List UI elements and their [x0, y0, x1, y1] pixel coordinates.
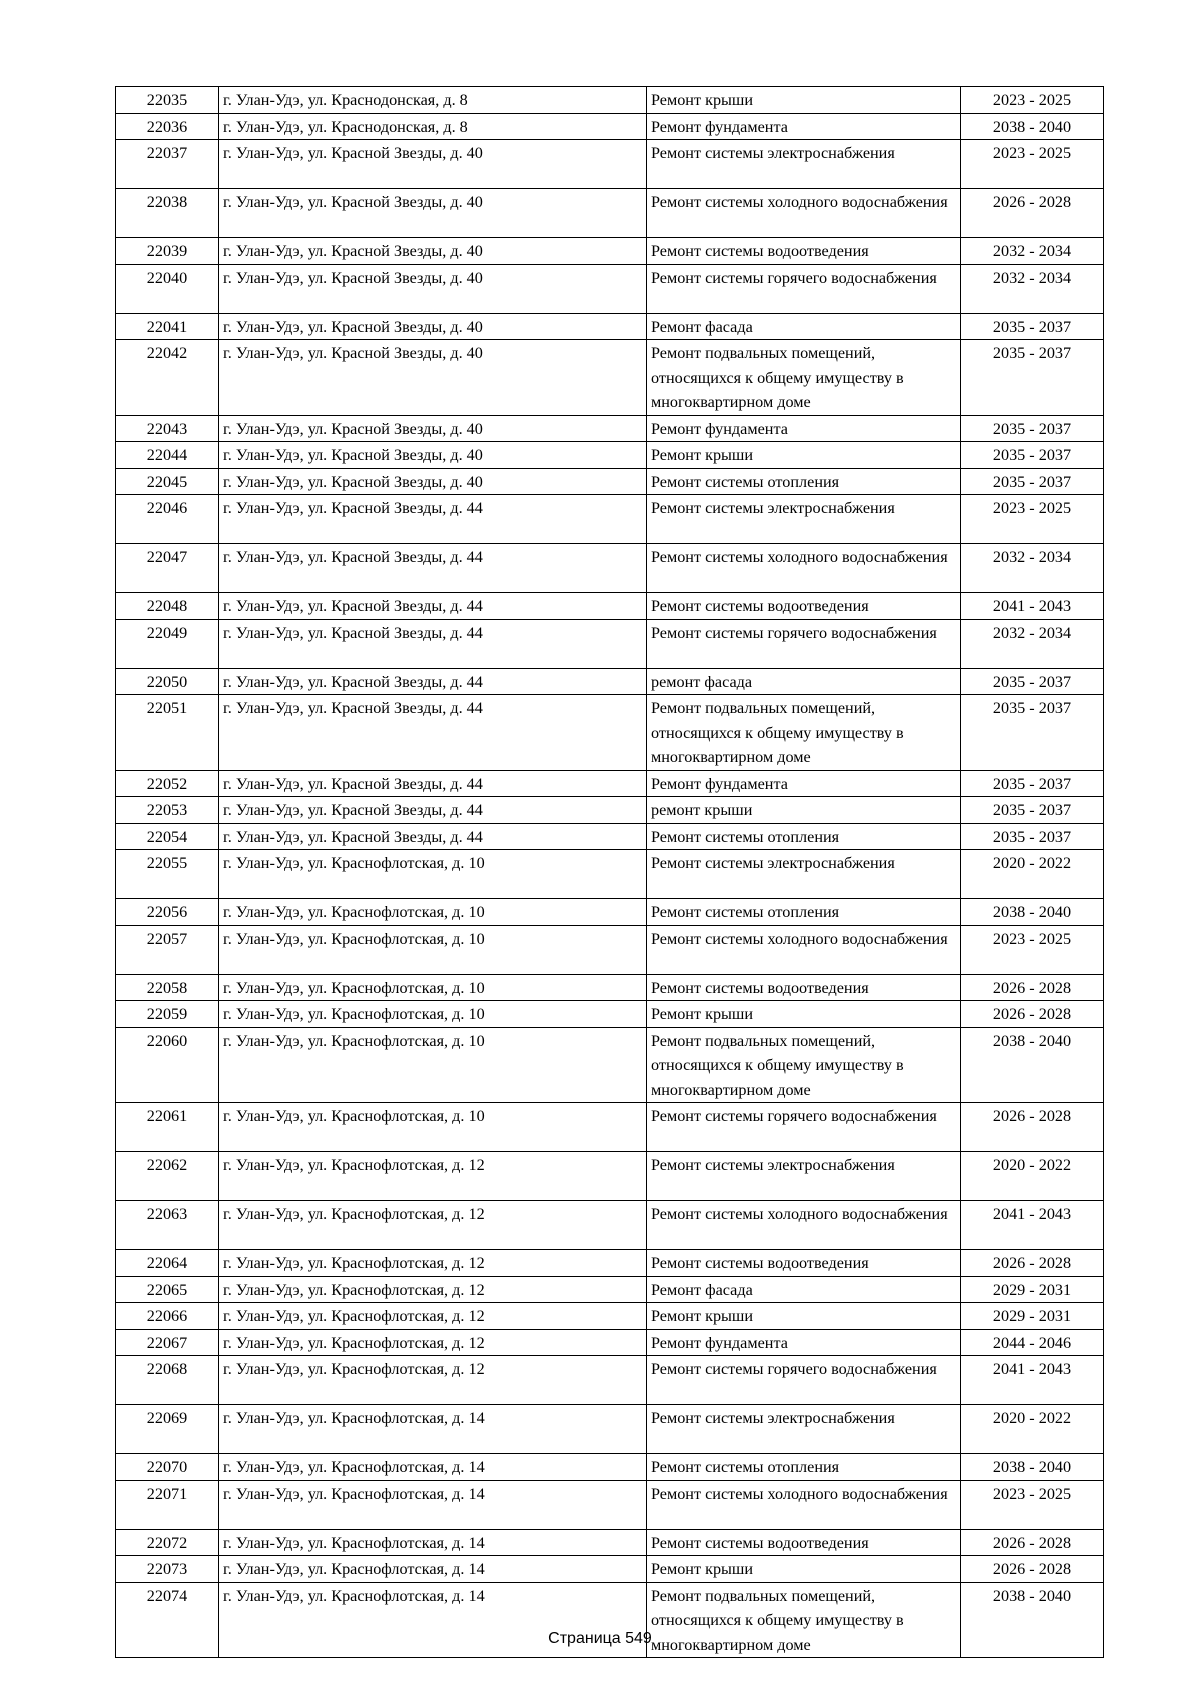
address-cell: г. Улан-Удэ, ул. Краснодонская, д. 8: [219, 87, 647, 114]
work-type-cell: Ремонт системы водоотведения: [647, 974, 961, 1001]
row-number: 22054: [116, 823, 219, 850]
row-number: 22058: [116, 974, 219, 1001]
period-cell: 2035 - 2037: [961, 695, 1104, 771]
address-cell: г. Улан-Удэ, ул. Краснофлотская, д. 12: [219, 1303, 647, 1330]
period-cell: 2035 - 2037: [961, 442, 1104, 469]
period-cell: 2035 - 2037: [961, 797, 1104, 824]
table-row: [116, 1001, 1104, 1028]
work-type-cell: Ремонт системы горячего водоснабжения: [647, 619, 961, 668]
work-type-cell: ремонт крыши: [647, 797, 961, 824]
row-number: 22047: [116, 544, 219, 593]
address-cell: г. Улан-Удэ, ул. Красной Звезды, д. 44: [219, 668, 647, 695]
row-number: 22053: [116, 797, 219, 824]
table-row: [116, 1276, 1104, 1303]
period-cell: 2032 - 2034: [961, 619, 1104, 668]
work-type-cell: ремонт фасада: [647, 668, 961, 695]
work-type-cell: Ремонт подвальных помещений, относящихся к общему имуществу в многоквартирном доме: [647, 1582, 961, 1658]
row-number: 22049: [116, 619, 219, 668]
row-number: 22051: [116, 695, 219, 771]
row-number: 22037: [116, 140, 219, 189]
address-cell: г. Улан-Удэ, ул. Краснофлотская, д. 12: [219, 1329, 647, 1356]
table-row: [116, 1356, 1104, 1405]
work-type-cell: Ремонт фундамента: [647, 415, 961, 442]
period-cell: 2026 - 2028: [961, 974, 1104, 1001]
work-type-cell: Ремонт системы отопления: [647, 468, 961, 495]
address-cell: г. Улан-Удэ, ул. Краснодонская, д. 8: [219, 113, 647, 140]
period-cell: 2035 - 2037: [961, 468, 1104, 495]
address-cell: г. Улан-Удэ, ул. Красной Звезды, д. 40: [219, 442, 647, 469]
table-row: [116, 1303, 1104, 1330]
work-type-cell: Ремонт крыши: [647, 1556, 961, 1583]
period-cell: 2023 - 2025: [961, 140, 1104, 189]
work-type-cell: Ремонт системы электроснабжения: [647, 1405, 961, 1454]
period-cell: 2023 - 2025: [961, 87, 1104, 114]
address-cell: г. Улан-Удэ, ул. Красной Звезды, д. 40: [219, 313, 647, 340]
work-type-cell: Ремонт крыши: [647, 1303, 961, 1330]
table-row: [116, 442, 1104, 469]
period-cell: 2023 - 2025: [961, 495, 1104, 544]
row-number: 22038: [116, 189, 219, 238]
period-cell: 2038 - 2040: [961, 899, 1104, 926]
row-number: 22041: [116, 313, 219, 340]
period-cell: 2032 - 2034: [961, 544, 1104, 593]
row-number: 22069: [116, 1405, 219, 1454]
row-number: 22073: [116, 1556, 219, 1583]
table-row: [116, 544, 1104, 593]
period-cell: 2038 - 2040: [961, 1454, 1104, 1481]
row-number: 22067: [116, 1329, 219, 1356]
address-cell: г. Улан-Удэ, ул. Красной Звезды, д. 44: [219, 695, 647, 771]
table-row: [116, 823, 1104, 850]
period-cell: 2038 - 2040: [961, 1027, 1104, 1103]
table-body: [116, 87, 1104, 1658]
address-cell: г. Улан-Удэ, ул. Краснофлотская, д. 10: [219, 850, 647, 899]
work-type-cell: Ремонт системы водоотведения: [647, 238, 961, 265]
work-type-cell: Ремонт системы холодного водоснабжения: [647, 1480, 961, 1529]
work-type-cell: Ремонт подвальных помещений, относящихся к общему имуществу в многоквартирном доме: [647, 340, 961, 416]
address-cell: г. Улан-Удэ, ул. Краснофлотская, д. 14: [219, 1405, 647, 1454]
address-cell: г. Улан-Удэ, ул. Краснофлотская, д. 12: [219, 1152, 647, 1201]
address-cell: г. Улан-Удэ, ул. Красной Звезды, д. 44: [219, 770, 647, 797]
row-number: 22057: [116, 925, 219, 974]
work-type-cell: Ремонт системы холодного водоснабжения: [647, 189, 961, 238]
row-number: 22045: [116, 468, 219, 495]
table-row: [116, 593, 1104, 620]
row-number: 22048: [116, 593, 219, 620]
work-type-cell: Ремонт фундамента: [647, 770, 961, 797]
table-row: [116, 1529, 1104, 1556]
address-cell: г. Улан-Удэ, ул. Краснофлотская, д. 14: [219, 1454, 647, 1481]
table-row: [116, 850, 1104, 899]
table-row: [116, 495, 1104, 544]
work-type-cell: Ремонт фасада: [647, 1276, 961, 1303]
table-row: [116, 1103, 1104, 1152]
period-cell: 2035 - 2037: [961, 415, 1104, 442]
work-type-cell: Ремонт системы электроснабжения: [647, 1152, 961, 1201]
table-row: [116, 313, 1104, 340]
work-type-cell: Ремонт системы электроснабжения: [647, 140, 961, 189]
address-cell: г. Улан-Удэ, ул. Красной Звезды, д. 40: [219, 468, 647, 495]
table-row: [116, 1250, 1104, 1277]
table-row: [116, 1556, 1104, 1583]
row-number: 22055: [116, 850, 219, 899]
row-number: 22050: [116, 668, 219, 695]
address-cell: г. Улан-Удэ, ул. Краснофлотская, д. 10: [219, 1001, 647, 1028]
table-row: [116, 415, 1104, 442]
row-number: 22052: [116, 770, 219, 797]
period-cell: 2032 - 2034: [961, 264, 1104, 313]
row-number: 22046: [116, 495, 219, 544]
table-row: [116, 925, 1104, 974]
work-type-cell: Ремонт крыши: [647, 1001, 961, 1028]
row-number: 22063: [116, 1201, 219, 1250]
work-type-cell: Ремонт фундамента: [647, 1329, 961, 1356]
table-row: [116, 113, 1104, 140]
work-type-cell: Ремонт системы горячего водоснабжения: [647, 1356, 961, 1405]
period-cell: 2035 - 2037: [961, 770, 1104, 797]
period-cell: 2035 - 2037: [961, 313, 1104, 340]
work-type-cell: Ремонт подвальных помещений, относящихся к общему имуществу в многоквартирном доме: [647, 1027, 961, 1103]
period-cell: 2041 - 2043: [961, 1356, 1104, 1405]
row-number: 22039: [116, 238, 219, 265]
period-cell: 2020 - 2022: [961, 1152, 1104, 1201]
work-type-cell: Ремонт системы горячего водоснабжения: [647, 1103, 961, 1152]
row-number: 22068: [116, 1356, 219, 1405]
table-row: [116, 1201, 1104, 1250]
address-cell: г. Улан-Удэ, ул. Краснофлотская, д. 14: [219, 1529, 647, 1556]
row-number: 22072: [116, 1529, 219, 1556]
table-row: [116, 668, 1104, 695]
row-number: 22065: [116, 1276, 219, 1303]
address-cell: г. Улан-Удэ, ул. Красной Звезды, д. 44: [219, 593, 647, 620]
address-cell: г. Улан-Удэ, ул. Краснофлотская, д. 10: [219, 1027, 647, 1103]
address-cell: г. Улан-Удэ, ул. Краснофлотская, д. 14: [219, 1582, 647, 1658]
table-row: [116, 468, 1104, 495]
row-number: 22043: [116, 415, 219, 442]
work-type-cell: Ремонт фасада: [647, 313, 961, 340]
table-row: [116, 797, 1104, 824]
work-type-cell: Ремонт системы водоотведения: [647, 593, 961, 620]
address-cell: г. Улан-Удэ, ул. Краснофлотская, д. 12: [219, 1356, 647, 1405]
work-type-cell: Ремонт системы горячего водоснабжения: [647, 264, 961, 313]
work-type-cell: Ремонт системы водоотведения: [647, 1529, 961, 1556]
row-number: 22035: [116, 87, 219, 114]
period-cell: 2029 - 2031: [961, 1303, 1104, 1330]
table-row: [116, 87, 1104, 114]
row-number: 22070: [116, 1454, 219, 1481]
table-row: [116, 1329, 1104, 1356]
address-cell: г. Улан-Удэ, ул. Краснофлотская, д. 10: [219, 899, 647, 926]
address-cell: г. Улан-Удэ, ул. Красной Звезды, д. 44: [219, 544, 647, 593]
period-cell: 2035 - 2037: [961, 668, 1104, 695]
table-row: [116, 1027, 1104, 1103]
table-row: [116, 189, 1104, 238]
address-cell: г. Улан-Удэ, ул. Красной Звезды, д. 44: [219, 495, 647, 544]
address-cell: г. Улан-Удэ, ул. Краснофлотская, д. 12: [219, 1276, 647, 1303]
address-cell: г. Улан-Удэ, ул. Краснофлотская, д. 10: [219, 974, 647, 1001]
repair-schedule-table: [115, 86, 1104, 1658]
address-cell: г. Улан-Удэ, ул. Краснофлотская, д. 12: [219, 1201, 647, 1250]
table-row: [116, 1480, 1104, 1529]
address-cell: г. Улан-Удэ, ул. Красной Звезды, д. 40: [219, 140, 647, 189]
row-number: 22044: [116, 442, 219, 469]
period-cell: 2026 - 2028: [961, 1556, 1104, 1583]
row-number: 22062: [116, 1152, 219, 1201]
period-cell: 2020 - 2022: [961, 1405, 1104, 1454]
address-cell: г. Улан-Удэ, ул. Краснофлотская, д. 10: [219, 1103, 647, 1152]
period-cell: 2026 - 2028: [961, 1250, 1104, 1277]
period-cell: 2023 - 2025: [961, 1480, 1104, 1529]
work-type-cell: Ремонт системы водоотведения: [647, 1250, 961, 1277]
row-number: 22040: [116, 264, 219, 313]
period-cell: 2038 - 2040: [961, 113, 1104, 140]
table-row: [116, 619, 1104, 668]
work-type-cell: Ремонт фундамента: [647, 113, 961, 140]
row-number: 22060: [116, 1027, 219, 1103]
table-row: [116, 238, 1104, 265]
work-type-cell: Ремонт системы электроснабжения: [647, 850, 961, 899]
address-cell: г. Улан-Удэ, ул. Красной Звезды, д. 40: [219, 238, 647, 265]
table-row: [116, 1152, 1104, 1201]
period-cell: 2035 - 2037: [961, 823, 1104, 850]
table-row: [116, 899, 1104, 926]
period-cell: 2026 - 2028: [961, 189, 1104, 238]
work-type-cell: Ремонт системы отопления: [647, 1454, 961, 1481]
work-type-cell: Ремонт системы холодного водоснабжения: [647, 925, 961, 974]
row-number: 22061: [116, 1103, 219, 1152]
period-cell: 2041 - 2043: [961, 1201, 1104, 1250]
period-cell: 2032 - 2034: [961, 238, 1104, 265]
address-cell: г. Улан-Удэ, ул. Красной Звезды, д. 40: [219, 340, 647, 416]
address-cell: г. Улан-Удэ, ул. Красной Звезды, д. 40: [219, 415, 647, 442]
row-number: 22071: [116, 1480, 219, 1529]
table-row: [116, 974, 1104, 1001]
period-cell: 2023 - 2025: [961, 925, 1104, 974]
work-type-cell: Ремонт системы электроснабжения: [647, 495, 961, 544]
row-number: 22074: [116, 1582, 219, 1658]
address-cell: г. Улан-Удэ, ул. Красной Звезды, д. 44: [219, 619, 647, 668]
page-number: Страница 549: [548, 1630, 652, 1647]
table-row: [116, 1405, 1104, 1454]
row-number: 22059: [116, 1001, 219, 1028]
table-row: [116, 140, 1104, 189]
table-row: [116, 340, 1104, 416]
work-type-cell: Ремонт системы отопления: [647, 899, 961, 926]
table-row: [116, 1454, 1104, 1481]
table-row: [116, 770, 1104, 797]
work-type-cell: Ремонт подвальных помещений, относящихся к общему имуществу в многоквартирном доме: [647, 695, 961, 771]
address-cell: г. Улан-Удэ, ул. Краснофлотская, д. 10: [219, 925, 647, 974]
table-row: [116, 695, 1104, 771]
address-cell: г. Улан-Удэ, ул. Краснофлотская, д. 14: [219, 1556, 647, 1583]
row-number: 22056: [116, 899, 219, 926]
address-cell: г. Улан-Удэ, ул. Краснофлотская, д. 12: [219, 1250, 647, 1277]
work-type-cell: Ремонт крыши: [647, 442, 961, 469]
period-cell: 2029 - 2031: [961, 1276, 1104, 1303]
address-cell: г. Улан-Удэ, ул. Красной Звезды, д. 44: [219, 823, 647, 850]
work-type-cell: Ремонт системы отопления: [647, 823, 961, 850]
period-cell: 2035 - 2037: [961, 340, 1104, 416]
table-row: [116, 264, 1104, 313]
address-cell: г. Улан-Удэ, ул. Красной Звезды, д. 40: [219, 264, 647, 313]
row-number: 22036: [116, 113, 219, 140]
period-cell: 2038 - 2040: [961, 1582, 1104, 1658]
period-cell: 2026 - 2028: [961, 1529, 1104, 1556]
row-number: 22066: [116, 1303, 219, 1330]
address-cell: г. Улан-Удэ, ул. Краснофлотская, д. 14: [219, 1480, 647, 1529]
period-cell: 2020 - 2022: [961, 850, 1104, 899]
period-cell: 2026 - 2028: [961, 1001, 1104, 1028]
row-number: 22042: [116, 340, 219, 416]
period-cell: 2026 - 2028: [961, 1103, 1104, 1152]
period-cell: 2041 - 2043: [961, 593, 1104, 620]
address-cell: г. Улан-Удэ, ул. Красной Звезды, д. 44: [219, 797, 647, 824]
work-type-cell: Ремонт системы холодного водоснабжения: [647, 1201, 961, 1250]
row-number: 22064: [116, 1250, 219, 1277]
work-type-cell: Ремонт системы холодного водоснабжения: [647, 544, 961, 593]
address-cell: г. Улан-Удэ, ул. Красной Звезды, д. 40: [219, 189, 647, 238]
work-type-cell: Ремонт крыши: [647, 87, 961, 114]
period-cell: 2044 - 2046: [961, 1329, 1104, 1356]
